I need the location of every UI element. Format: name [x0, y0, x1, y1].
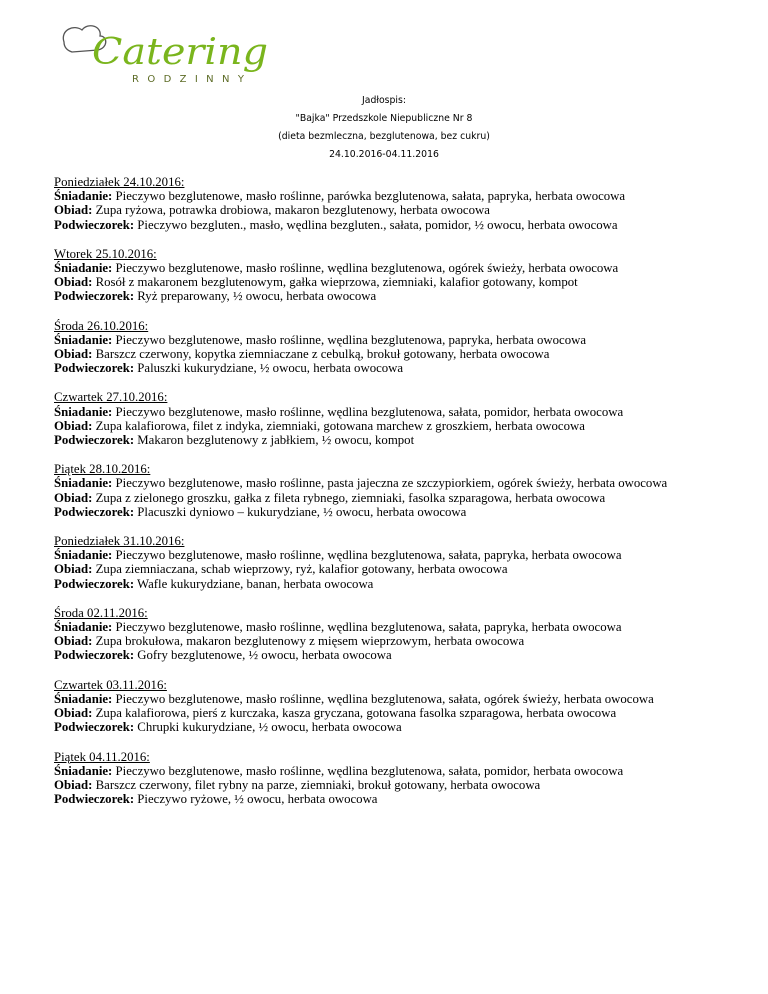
- snack-label: Podwieczorek:: [54, 720, 135, 735]
- breakfast-label: Śniadanie:: [54, 691, 113, 706]
- lunch-label: Obiad:: [54, 347, 93, 362]
- lunch-label: Obiad:: [54, 275, 93, 290]
- breakfast-label: Śniadanie:: [54, 189, 113, 204]
- lunch-label: Obiad:: [54, 706, 93, 721]
- header-diet: (dieta bezmleczna, bezglutenowa, bez cukru): [278, 131, 490, 142]
- lunch-line: [54, 419, 754, 433]
- breakfast-text: Pieczywo bezglutenowe, masło roślinne, wędlina bezglutenowa, papryka, herbata owocowa: [115, 332, 587, 347]
- menu-header: [0, 92, 768, 164]
- snack-text: Pieczywo bezgluten., masło, wędlina bezgluten., sałata, pomidor, ½ owocu, herbata owocowa: [137, 217, 618, 232]
- lunch-text: Zupa kalafiorowa, filet z indyka, ziemniaki, gotowana marchew z groszkiem, herbata owocowa: [95, 418, 585, 433]
- day-entry: [54, 390, 754, 447]
- lunch-text: Zupa kalafiorowa, pierś z kurczaka, kasza gryczana, gotowana fasolka szparagowa, herbata owocowa: [95, 706, 617, 721]
- lunch-text: Zupa ryżowa, potrawka drobiowa, makaron bezglutenowy, herbata owocowa: [95, 203, 490, 218]
- snack-line: [54, 577, 754, 591]
- snack-label: Podwieczorek:: [54, 433, 135, 448]
- breakfast-line: [54, 692, 754, 706]
- lunch-line: [54, 203, 754, 217]
- day-title: Czwartek 03.11.2016:: [54, 677, 167, 692]
- breakfast-line: [54, 620, 754, 634]
- breakfast-label: Śniadanie:: [54, 261, 113, 276]
- snack-line: [54, 720, 754, 734]
- day-title: Piątek 28.10.2016:: [54, 462, 151, 477]
- breakfast-text: Pieczywo bezglutenowe, masło roślinne, parówka bezglutenowa, sałata, papryka, herbata owocowa: [115, 189, 626, 204]
- day-entry: [54, 319, 754, 376]
- breakfast-line: [54, 333, 754, 347]
- snack-label: Podwieczorek:: [54, 361, 135, 376]
- day-title: Środa 02.11.2016:: [54, 605, 148, 620]
- breakfast-text: Pieczywo bezglutenowe, masło roślinne, wędlina bezglutenowa, sałata, pomidor, herbata owocowa: [115, 404, 624, 419]
- breakfast-line: [54, 405, 754, 419]
- lunch-line: [54, 634, 754, 648]
- breakfast-label: Śniadanie:: [54, 476, 113, 491]
- snack-text: Wafle kukurydziane, banan, herbata owocowa: [137, 576, 374, 591]
- snack-line: [54, 792, 754, 806]
- snack-text: Chrupki kukurydziane, ½ owocu, herbata owocowa: [137, 720, 402, 735]
- lunch-label: Obiad:: [54, 777, 93, 792]
- snack-label: Podwieczorek:: [54, 504, 135, 519]
- logo-graphic: [60, 20, 275, 90]
- lunch-text: Barszcz czerwony, kopytka ziemniaczane z cebulką, brokuł gotowany, herbata owocowa: [95, 347, 550, 362]
- lunch-label: Obiad:: [54, 490, 93, 505]
- day-entry: [54, 606, 754, 663]
- lunch-text: Zupa z zielonego groszku, gałka z fileta rybnego, ziemniaki, fasolka szparagowa, herbata owocowa: [95, 490, 606, 505]
- breakfast-text: Pieczywo bezglutenowe, masło roślinne, wędlina bezglutenowa, ogórek świeży, herbata owocowa: [115, 261, 619, 276]
- snack-text: Ryż preparowany, ½ owocu, herbata owocowa: [137, 289, 377, 304]
- breakfast-label: Śniadanie:: [54, 763, 113, 778]
- lunch-line: [54, 706, 754, 720]
- lunch-label: Obiad:: [54, 203, 93, 218]
- lunch-line: [54, 347, 754, 361]
- lunch-line: [54, 778, 754, 792]
- lunch-text: Barszcz czerwony, filet rybny na parze, ziemniaki, brokuł gotowany, herbata owocowa: [95, 777, 541, 792]
- snack-line: [54, 505, 754, 519]
- breakfast-text: Pieczywo bezglutenowe, masło roślinne, wędlina bezglutenowa, sałata, pomidor, herbata owocowa: [115, 763, 624, 778]
- snack-text: Gofry bezglutenowe, ½ owocu, herbata owocowa: [137, 648, 392, 663]
- breakfast-label: Śniadanie:: [54, 548, 113, 563]
- logo-brand-text: Catering: [92, 32, 268, 73]
- day-entry: [54, 462, 754, 519]
- lunch-text: Rosół z makaronem bezglutenowym, gałka wieprzowa, ziemniaki, kalafior gotowany, kompot: [95, 275, 578, 290]
- breakfast-line: [54, 548, 754, 562]
- day-entry: [54, 678, 754, 735]
- snack-label: Podwieczorek:: [54, 792, 135, 807]
- lunch-text: Zupa ziemniaczana, schab wieprzowy, ryż, kalafior gotowany, herbata owocowa: [95, 562, 508, 577]
- logo-sub-text: RODZINNY: [132, 74, 244, 85]
- day-entry: [54, 175, 754, 232]
- lunch-label: Obiad:: [54, 418, 93, 433]
- lunch-label: Obiad:: [54, 634, 93, 649]
- breakfast-line: [54, 189, 754, 203]
- breakfast-line: [54, 764, 754, 778]
- snack-text: Pieczywo ryżowe, ½ owocu, herbata owocowa: [137, 792, 378, 807]
- day-title: Poniedziałek 31.10.2016:: [54, 534, 185, 549]
- day-title: Środa 26.10.2016:: [54, 318, 149, 333]
- breakfast-line: [54, 261, 754, 275]
- breakfast-label: Śniadanie:: [54, 620, 113, 635]
- day-entry: [54, 750, 754, 807]
- day-title: Piątek 04.11.2016:: [54, 749, 150, 764]
- header-date-range: 24.10.2016-04.11.2016: [329, 149, 439, 160]
- breakfast-label: Śniadanie:: [54, 404, 113, 419]
- lunch-label: Obiad:: [54, 562, 93, 577]
- lunch-line: [54, 562, 754, 576]
- snack-line: [54, 648, 754, 662]
- breakfast-line: [54, 476, 754, 490]
- snack-label: Podwieczorek:: [54, 648, 135, 663]
- breakfast-text: Pieczywo bezglutenowe, masło roślinne, pasta jajeczna ze szczypiorkiem, ogórek świeży, herbata owocowa: [115, 476, 668, 491]
- snack-line: [54, 218, 754, 232]
- day-entry: [54, 534, 754, 591]
- header-title: Jadłospis:: [362, 95, 406, 106]
- lunch-line: [54, 491, 754, 505]
- lunch-text: Zupa brokułowa, makaron bezglutenowy z mięsem wieprzowym, herbata owocowa: [95, 634, 525, 649]
- menu-list: [54, 175, 754, 821]
- snack-text: Placuszki dyniowo – kukurydziane, ½ owocu, herbata owocowa: [137, 504, 467, 519]
- snack-text: Makaron bezglutenowy z jabłkiem, ½ owocu, kompot: [137, 433, 415, 448]
- breakfast-text: Pieczywo bezglutenowe, masło roślinne, wędlina bezglutenowa, sałata, ogórek świeży, herbata owocowa: [115, 691, 654, 706]
- day-entry: [54, 247, 754, 304]
- snack-label: Podwieczorek:: [54, 217, 135, 232]
- snack-text: Paluszki kukurydziane, ½ owocu, herbata owocowa: [137, 361, 404, 376]
- catering-logo: [60, 20, 275, 90]
- breakfast-text: Pieczywo bezglutenowe, masło roślinne, wędlina bezglutenowa, sałata, papryka, herbata owocowa: [115, 548, 622, 563]
- lunch-line: [54, 275, 754, 289]
- snack-line: [54, 289, 754, 303]
- breakfast-text: Pieczywo bezglutenowe, masło roślinne, wędlina bezglutenowa, sałata, papryka, herbata owocowa: [115, 620, 622, 635]
- day-title: Czwartek 27.10.2016:: [54, 390, 168, 405]
- day-title: Poniedziałek 24.10.2016:: [54, 175, 185, 189]
- snack-line: [54, 433, 754, 447]
- day-title: Wtorek 25.10.2016:: [54, 246, 157, 261]
- snack-label: Podwieczorek:: [54, 576, 135, 591]
- breakfast-label: Śniadanie:: [54, 332, 113, 347]
- snack-label: Podwieczorek:: [54, 289, 135, 304]
- snack-line: [54, 361, 754, 375]
- header-institution: "Bajka" Przedszkole Niepubliczne Nr 8: [295, 113, 473, 124]
